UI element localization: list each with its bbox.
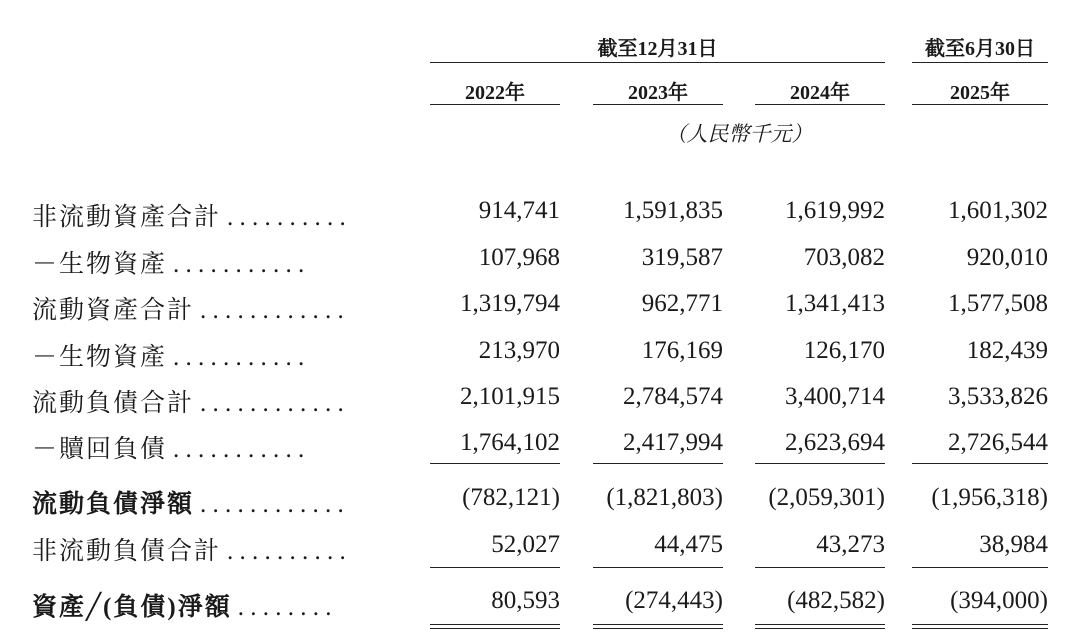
- total-rule-2022: [430, 567, 560, 568]
- value-cell: (1,821,803): [606, 484, 723, 511]
- row-label-text: 流動負債淨額: [32, 491, 195, 518]
- value-cell: 914,741: [478, 197, 560, 224]
- row-label-text: 流動資產合計: [32, 297, 195, 324]
- year-header-2025: 2025年: [950, 82, 1010, 104]
- year-header-2024: 2024年: [790, 82, 850, 104]
- value-cell: 2,623,694: [785, 429, 885, 456]
- year-rule-2022: [430, 104, 560, 105]
- year-rule-2024: [755, 104, 885, 105]
- row-label: [32, 484, 344, 520]
- value-cell: 107,968: [478, 244, 560, 271]
- value-cell: (482,582): [787, 587, 885, 614]
- value-cell: (1,956,318): [931, 484, 1048, 511]
- row-label-text: 非流動負債合計: [32, 538, 222, 565]
- total-rule-2023: [593, 567, 723, 568]
- row-label: [32, 587, 331, 623]
- total-rule-2025: [912, 567, 1048, 568]
- subtotal-rule-2025: [912, 463, 1048, 464]
- subtotal-rule-2024: [755, 463, 885, 464]
- value-cell: 2,784,574: [623, 383, 723, 410]
- value-cell: 52,027: [491, 531, 560, 558]
- value-cell: 319,587: [641, 244, 723, 271]
- value-cell: 1,619,992: [785, 197, 885, 224]
- row-label-text: 非流動資產合計: [32, 204, 222, 231]
- year-header-2022: 2022年: [465, 82, 525, 104]
- total-rule-2024: [755, 567, 885, 568]
- dot-leader: . . . . . . . .: [237, 594, 332, 621]
- row-label-text: －贖回負債: [32, 436, 168, 463]
- subtotal-rule-2023: [593, 463, 723, 464]
- value-cell: 703,082: [803, 244, 885, 271]
- value-cell: 182,439: [966, 337, 1048, 364]
- row-label: [32, 383, 344, 419]
- value-cell: 126,170: [803, 337, 885, 364]
- unit-label: （人民幣千元）: [665, 122, 813, 146]
- value-cell: 3,533,826: [948, 383, 1048, 410]
- value-cell: 2,101,915: [460, 383, 560, 410]
- value-cell: 80,593: [491, 587, 560, 614]
- row-label: [32, 197, 346, 233]
- row-label-text: 資產╱(負債)淨額: [32, 594, 232, 621]
- value-cell: (394,000): [950, 587, 1048, 614]
- row-label: [32, 531, 346, 567]
- subtotal-rule-2022: [430, 463, 560, 464]
- row-label: [32, 244, 304, 280]
- double-rule-2024: [755, 624, 885, 629]
- row-label: [32, 337, 304, 373]
- value-cell: 176,169: [641, 337, 723, 364]
- period-rule-dec: [430, 62, 885, 63]
- value-cell: 1,591,835: [623, 197, 723, 224]
- value-cell: 1,764,102: [460, 429, 560, 456]
- value-cell: 2,417,994: [623, 429, 723, 456]
- dot-leader: . . . . . . . . . . . .: [200, 390, 344, 417]
- year-header-2023: 2023年: [628, 82, 688, 104]
- period-header-jun: 截至6月30日: [925, 38, 1035, 60]
- row-label-text: 流動負債合計: [32, 390, 195, 417]
- period-header-dec: 截至12月31日: [597, 38, 718, 60]
- row-label-text: －生物資產: [32, 251, 168, 278]
- double-rule-2025: [912, 624, 1048, 629]
- dot-leader: . . . . . . . . . . .: [173, 344, 305, 371]
- dot-leader: . . . . . . . . . .: [227, 538, 346, 565]
- row-label: [32, 290, 344, 326]
- value-cell: 44,475: [654, 531, 723, 558]
- year-rule-2023: [593, 104, 723, 105]
- value-cell: (782,121): [462, 484, 560, 511]
- value-cell: 3,400,714: [785, 383, 885, 410]
- period-rule-jun: [912, 62, 1048, 63]
- value-cell: 213,970: [478, 337, 560, 364]
- value-cell: 962,771: [641, 290, 723, 317]
- row-label: [32, 429, 304, 465]
- value-cell: (2,059,301): [768, 484, 885, 511]
- dot-leader: . . . . . . . . . . .: [173, 436, 305, 463]
- dot-leader: . . . . . . . . . .: [227, 204, 346, 231]
- value-cell: (274,443): [625, 587, 723, 614]
- value-cell: 2,726,544: [948, 429, 1048, 456]
- year-rule-2025: [912, 104, 1048, 105]
- value-cell: 43,273: [816, 531, 885, 558]
- dot-leader: . . . . . . . . . . .: [173, 251, 305, 278]
- value-cell: 1,319,794: [460, 290, 560, 317]
- dot-leader: . . . . . . . . . . . .: [200, 297, 344, 324]
- row-label-text: －生物資產: [32, 344, 168, 371]
- double-rule-2023: [593, 624, 723, 629]
- value-cell: 1,601,302: [948, 197, 1048, 224]
- dot-leader: . . . . . . . . . . . .: [200, 491, 344, 518]
- value-cell: 1,341,413: [785, 290, 885, 317]
- double-rule-2022: [430, 624, 560, 629]
- value-cell: 38,984: [979, 531, 1048, 558]
- value-cell: 1,577,508: [948, 290, 1048, 317]
- value-cell: 920,010: [966, 244, 1048, 271]
